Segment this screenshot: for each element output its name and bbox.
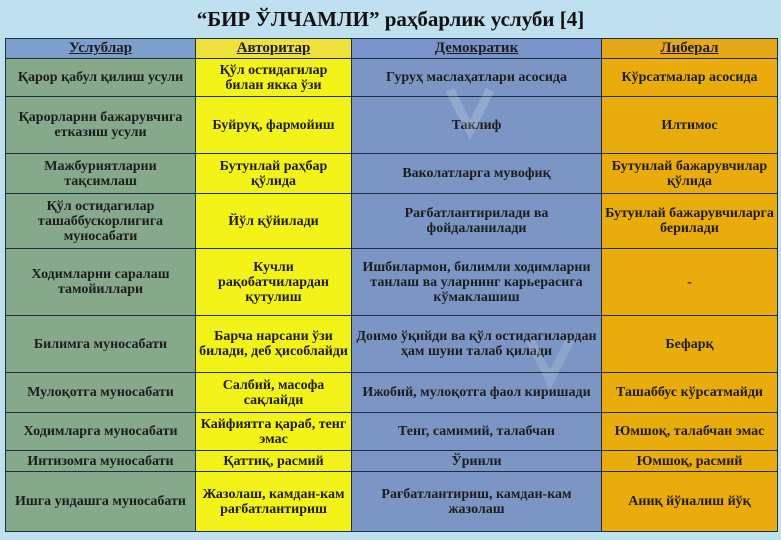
header-liberal: Либерал: [602, 39, 778, 59]
authoritarian-cell: Бутунлай раҳбар қўлида: [196, 154, 352, 194]
liberal-cell: Кўрсатмалар асосида: [602, 59, 778, 97]
table-row: [6, 154, 778, 194]
democratic-cell: Ишбилармон, билимли ходимларни танлаш ва уларнинг карьерасига кўмаклашиш: [352, 249, 602, 316]
table-row: [6, 373, 778, 413]
table-row: [6, 413, 778, 451]
row-label: Қарор қабул қилиш усули: [6, 59, 196, 97]
row-label: Қўл остидагилар ташаббускорлигига муносабати: [6, 194, 196, 249]
liberal-cell: Бутунлай бажарувчиларга берилади: [602, 194, 778, 249]
authoritarian-cell: Жазолаш, камдан-кам рағбатлантириш: [196, 472, 352, 532]
table-row: [6, 59, 778, 97]
row-label: Мажбуриятларни тақсимлаш: [6, 154, 196, 194]
liberal-cell: Ташаббус кўрсатмайди: [602, 373, 778, 413]
row-label: Билимга муносабати: [6, 316, 196, 373]
democratic-cell: Таклиф: [352, 97, 602, 154]
liberal-cell: Илтимос: [602, 97, 778, 154]
table-row: [6, 249, 778, 316]
header-authoritarian: Авторитар: [196, 39, 352, 59]
democratic-cell: Гуруҳ маслаҳатлари асосида: [352, 59, 602, 97]
page-title: “БИР ЎЛЧАМЛИ” раҳбарлик услуби [4]: [196, 6, 585, 31]
leadership-styles-table: [5, 38, 778, 532]
table-row: [6, 316, 778, 373]
authoritarian-cell: Салбий, масофа сақлайди: [196, 373, 352, 413]
row-label: Мулоқотга муносабати: [6, 373, 196, 413]
authoritarian-cell: Барча нарсани ўзи билади, деб ҳисоблайди: [196, 316, 352, 373]
authoritarian-cell: Буйруқ, фармойиш: [196, 97, 352, 154]
row-label: Интизомга муносабати: [6, 451, 196, 472]
democratic-cell: Ўринли: [352, 451, 602, 472]
authoritarian-cell: Йўл қўйилади: [196, 194, 352, 249]
democratic-cell: Ваколатларга мувофиқ: [352, 154, 602, 194]
header-democratic: Демократик: [352, 39, 602, 59]
table-row: [6, 97, 778, 154]
row-label: Ходимларга муносабати: [6, 413, 196, 451]
authoritarian-cell: Қўл остидагилар билан якка ўзи: [196, 59, 352, 97]
democratic-cell: Рағбатлантириш, камдан-кам жазолаш: [352, 472, 602, 532]
table-row: [6, 472, 778, 532]
row-label: Ишга ундашга муносабати: [6, 472, 196, 532]
liberal-cell: Бутунлай бажарувчилар қўлида: [602, 154, 778, 194]
row-label: Қарорларни бажарувчига етказиш усули: [6, 97, 196, 154]
table-header-row: [6, 39, 778, 59]
table-row: [6, 451, 778, 472]
row-label: Ходимларни саралаш тамойиллари: [6, 249, 196, 316]
liberal-cell: Бефарқ: [602, 316, 778, 373]
democratic-cell: Доимо ўқийди ва қўл остидагилардан ҳам шуни талаб қилади: [352, 316, 602, 373]
authoritarian-cell: Кайфиятга қараб, тенг эмас: [196, 413, 352, 451]
liberal-cell: Юмшоқ, расмий: [602, 451, 778, 472]
authoritarian-cell: Қаттиқ, расмий: [196, 451, 352, 472]
liberal-cell: Юмшоқ, талабчан эмас: [602, 413, 778, 451]
democratic-cell: Тенг, самимий, талабчан: [352, 413, 602, 451]
liberal-cell: Аниқ йўналиш йўқ: [602, 472, 778, 532]
header-styles: Услублар: [6, 39, 196, 59]
democratic-cell: Рағбатлантирилади ва фойдаланилади: [352, 194, 602, 249]
liberal-cell: -: [602, 249, 778, 316]
democratic-cell: Ижобий, мулоқотга фаол киришади: [352, 373, 602, 413]
table-row: [6, 194, 778, 249]
authoritarian-cell: Кучли рақобатчилардан қутулиш: [196, 249, 352, 316]
